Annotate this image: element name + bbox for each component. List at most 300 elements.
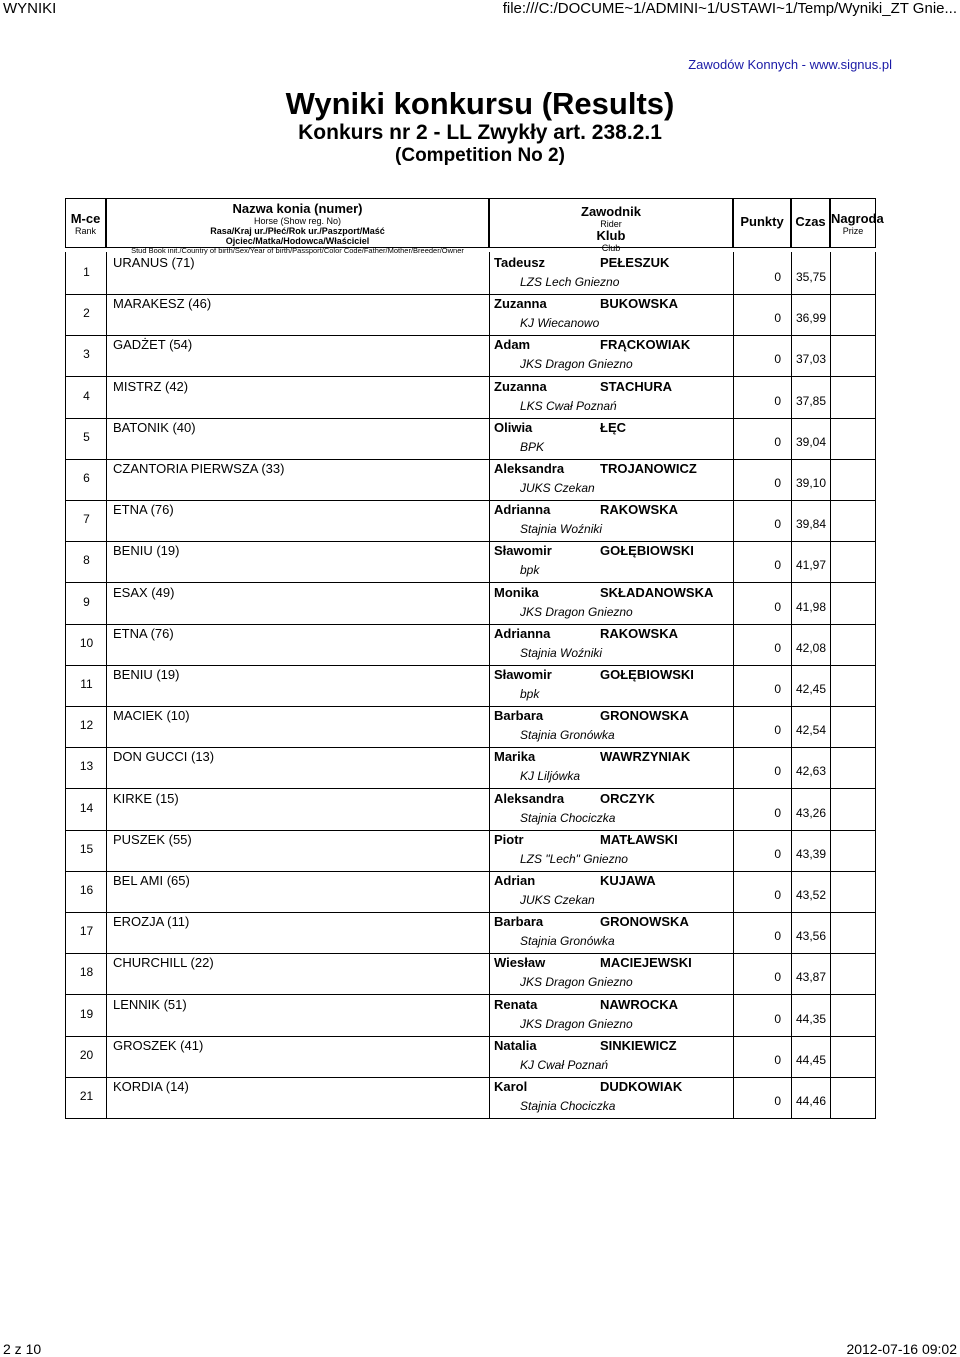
horse-name: CHURCHILL (22) — [113, 955, 214, 971]
horse-name: BENIU (19) — [113, 543, 180, 559]
horse-cell — [106, 334, 489, 376]
horse-cell — [106, 458, 489, 500]
rider-first-name: Zuzanna — [494, 296, 547, 312]
rank: 9 — [83, 594, 90, 609]
horse-cell — [106, 623, 489, 665]
club-name: JKS Dragon Gniezno — [520, 975, 633, 990]
rank-cell — [65, 1076, 106, 1118]
rank-cell — [65, 540, 106, 582]
prize-cell — [830, 582, 876, 624]
rider-cell — [489, 293, 733, 335]
points-cell — [733, 746, 791, 788]
time: 43,52 — [795, 888, 827, 902]
rider-last-name: KUJAWA — [600, 873, 656, 888]
rank-cell — [65, 746, 106, 788]
competition-subtitle-en: (Competition No 2) — [395, 145, 565, 166]
points-cell — [733, 1076, 791, 1118]
rank: 15 — [79, 841, 94, 856]
rank: 1 — [83, 265, 90, 279]
time: 37,85 — [795, 393, 827, 408]
time: 39,84 — [795, 517, 827, 532]
rider-last-name: STACHURA — [600, 378, 672, 394]
points: 0 — [774, 434, 781, 449]
time-cell — [791, 334, 830, 376]
rider-first-name: Adrian — [494, 873, 536, 888]
rider-first-name: Marika — [494, 749, 536, 765]
rank-cell — [65, 376, 106, 418]
club-name: JKS Dragon Gniezno — [520, 1016, 633, 1031]
time-cell — [791, 499, 830, 541]
horse-name: CZANTORIA PIERWSZA (33) — [113, 461, 285, 476]
table-row — [65, 334, 876, 377]
time-cell — [791, 293, 830, 335]
prize-cell — [830, 788, 876, 830]
rank: 18 — [79, 965, 94, 980]
time-cell — [791, 458, 830, 500]
header-prize: Nagroda Prize — [830, 198, 876, 248]
rank-cell — [65, 952, 106, 994]
horse-cell — [106, 788, 489, 830]
time: 43,87 — [795, 970, 827, 985]
time-cell — [791, 911, 830, 953]
rider-first-name: Adrianna — [494, 625, 551, 641]
prize-cell — [830, 417, 876, 459]
rank: 16 — [79, 883, 94, 897]
table-row — [65, 788, 876, 831]
time-cell — [791, 746, 830, 788]
rank: 14 — [79, 800, 94, 815]
rider-last-name: PEŁESZUK — [600, 255, 670, 270]
time-cell — [791, 829, 830, 871]
club-name: JKS Dragon Gniezno — [520, 604, 633, 619]
rider-cell — [489, 252, 733, 294]
points: 0 — [774, 970, 781, 985]
table-row — [65, 499, 876, 542]
time-cell — [791, 417, 830, 459]
rider-cell — [489, 746, 733, 788]
horse-name: BATONIK (40) — [113, 419, 196, 435]
points-cell — [733, 540, 791, 582]
rank-cell — [65, 499, 106, 541]
table-row — [65, 829, 876, 872]
prize-cell — [830, 911, 876, 953]
time: 43,56 — [795, 929, 827, 944]
rider-cell — [489, 911, 733, 953]
horse-name: KIRKE (15) — [113, 790, 179, 806]
rider-last-name: ORCZYK — [600, 790, 655, 806]
horse-cell — [106, 705, 489, 747]
prize-cell — [830, 829, 876, 871]
rider-first-name: Adam — [494, 337, 531, 353]
rider-first-name: Tadeusz — [494, 255, 546, 270]
club-name: LZS "Lech" Gniezno — [520, 851, 628, 866]
rider-first-name: Barbara — [494, 708, 544, 724]
rider-first-name: Aleksandra — [494, 461, 565, 476]
rider-cell — [489, 1076, 733, 1118]
rank-cell — [65, 870, 106, 912]
time: 36,99 — [795, 311, 827, 326]
rider-last-name: FRĄCKOWIAK — [600, 337, 691, 353]
horse-cell — [106, 870, 489, 912]
time: 37,03 — [795, 352, 827, 367]
rider-cell — [489, 788, 733, 830]
club-name: JKS Dragon Gniezno — [520, 357, 633, 372]
table-row — [65, 623, 876, 666]
header-time: Czas — [791, 198, 830, 248]
print-datetime: 2012-07-16 09:02 — [846, 1341, 957, 1357]
horse-cell — [106, 499, 489, 541]
time-cell — [791, 788, 830, 830]
horse-name: MISTRZ (42) — [113, 378, 189, 394]
time-cell — [791, 870, 830, 912]
horse-cell — [106, 664, 489, 706]
points-cell — [733, 829, 791, 871]
time: 39,04 — [795, 434, 827, 449]
rank-cell — [65, 458, 106, 500]
time: 43,39 — [795, 846, 827, 861]
time-cell — [791, 1035, 830, 1077]
points-cell — [733, 252, 791, 294]
points: 0 — [774, 1094, 781, 1108]
rank-cell — [65, 252, 106, 294]
prize-cell — [830, 334, 876, 376]
rider-cell — [489, 376, 733, 418]
time-cell — [791, 252, 830, 294]
horse-cell — [106, 1035, 489, 1077]
points-cell — [733, 499, 791, 541]
points-cell — [733, 293, 791, 335]
time-cell — [791, 582, 830, 624]
prize-cell — [830, 994, 876, 1036]
rider-cell — [489, 664, 733, 706]
rider-last-name: WAWRZYNIAK — [600, 749, 691, 765]
club-name: Stajnia Woźniki — [520, 645, 603, 660]
rider-first-name: Natalia — [494, 1037, 537, 1053]
club-name: Stajnia Gronówka — [520, 934, 615, 949]
table-row — [65, 870, 876, 913]
points: 0 — [774, 888, 781, 902]
points: 0 — [774, 764, 781, 779]
table-row — [65, 293, 876, 336]
rider-cell — [489, 582, 733, 624]
horse-cell — [106, 952, 489, 994]
table-row — [65, 582, 876, 625]
points: 0 — [774, 640, 781, 655]
rider-first-name: Sławomir — [494, 667, 552, 682]
header-rank: M-ce Rank — [65, 198, 106, 248]
rider-first-name: Piotr — [494, 831, 524, 847]
prize-cell — [830, 870, 876, 912]
horse-cell — [106, 540, 489, 582]
club-name: Stajnia Gronówka — [520, 728, 615, 743]
horse-cell — [106, 582, 489, 624]
rank-cell — [65, 994, 106, 1036]
rider-last-name: DUDKOWIAK — [600, 1079, 683, 1094]
time-cell — [791, 952, 830, 994]
rank: 12 — [79, 718, 94, 733]
points: 0 — [774, 1052, 781, 1067]
horse-name: URANUS (71) — [113, 255, 195, 270]
rank: 2 — [83, 306, 90, 321]
points: 0 — [774, 805, 781, 820]
site-link[interactable]: Zawodów Konnych - www.signus.pl — [688, 57, 892, 72]
rider-last-name: SKŁADANOWSKA — [600, 584, 714, 600]
rider-cell — [489, 1035, 733, 1077]
horse-cell — [106, 746, 489, 788]
time: 44,45 — [795, 1052, 827, 1067]
table-row — [65, 952, 876, 995]
points-cell — [733, 582, 791, 624]
points: 0 — [774, 1011, 781, 1026]
rider-last-name: SINKIEWICZ — [600, 1037, 677, 1053]
rider-last-name: RAKOWSKA — [600, 625, 678, 641]
rider-last-name: GRONOWSKA — [600, 914, 689, 930]
rank-cell — [65, 623, 106, 665]
horse-name: ETNA (76) — [113, 502, 174, 518]
rider-cell — [489, 334, 733, 376]
horse-name: PUSZEK (55) — [113, 831, 192, 847]
points: 0 — [774, 682, 781, 696]
club-name: Stajnia Woźniki — [520, 522, 603, 537]
rider-first-name: Zuzanna — [494, 378, 547, 394]
horse-cell — [106, 829, 489, 871]
competition-subtitle: Konkurs nr 2 - LL Zwykły art. 238.2.1 — [298, 121, 662, 144]
rank: 10 — [79, 635, 94, 650]
rider-cell — [489, 499, 733, 541]
points-cell — [733, 376, 791, 418]
page-url: file:///C:/DOCUME~1/ADMINI~1/USTAWI~1/Temp/Wyniki_ZT Gnie... — [502, 0, 957, 17]
rider-cell — [489, 458, 733, 500]
time: 39,10 — [795, 476, 827, 490]
horse-cell — [106, 911, 489, 953]
horse-name: LENNIK (51) — [113, 996, 187, 1012]
horse-name: ESAX (49) — [113, 584, 175, 600]
club-name: KJ Wiecanowo — [520, 316, 600, 331]
rank: 7 — [83, 512, 90, 527]
table-row — [65, 746, 876, 789]
prize-cell — [830, 1076, 876, 1118]
table-row — [65, 994, 876, 1037]
points-cell — [733, 911, 791, 953]
page-title: WYNIKI — [3, 0, 57, 17]
club-name: Stajnia Chociczka — [520, 810, 616, 825]
points-cell — [733, 623, 791, 665]
rank-cell — [65, 417, 106, 459]
time-cell — [791, 705, 830, 747]
rank: 11 — [80, 677, 93, 691]
horse-name: BENIU (19) — [113, 667, 180, 682]
horse-name: MARAKESZ (46) — [113, 296, 212, 312]
rider-first-name: Renata — [494, 996, 538, 1012]
horse-cell — [106, 417, 489, 459]
rank: 3 — [83, 347, 90, 362]
prize-cell — [830, 376, 876, 418]
rank: 4 — [83, 388, 90, 403]
table-row — [65, 705, 876, 748]
horse-cell — [106, 376, 489, 418]
points-cell — [733, 334, 791, 376]
rider-first-name: Sławomir — [494, 543, 552, 559]
prize-cell — [830, 746, 876, 788]
rider-cell — [489, 870, 733, 912]
table-row — [65, 458, 876, 501]
rank-cell — [65, 582, 106, 624]
points: 0 — [774, 599, 781, 614]
points-cell — [733, 952, 791, 994]
page-number: 2 z 10 — [3, 1341, 42, 1357]
print-header — [0, 0, 960, 20]
prize-cell — [830, 293, 876, 335]
prize-cell — [830, 499, 876, 541]
points-cell — [733, 994, 791, 1036]
club-name: BPK — [520, 439, 545, 454]
club-name: bpk — [520, 687, 540, 701]
rank-cell — [65, 334, 106, 376]
points: 0 — [774, 311, 781, 326]
rider-cell — [489, 540, 733, 582]
time-cell — [791, 994, 830, 1036]
rider-cell — [489, 994, 733, 1036]
rank: 17 — [79, 924, 94, 939]
results-title: Wyniki konkursu (Results) — [285, 86, 675, 121]
rider-cell — [489, 952, 733, 994]
prize-cell — [830, 458, 876, 500]
rider-last-name: RAKOWSKA — [600, 502, 678, 518]
horse-name: GROSZEK (41) — [113, 1037, 204, 1053]
rider-last-name: GRONOWSKA — [600, 708, 689, 724]
points-cell — [733, 705, 791, 747]
rider-last-name: NAWROCKA — [600, 996, 678, 1012]
rider-cell — [489, 705, 733, 747]
horse-cell — [106, 252, 489, 294]
club-name: LZS Lech Gniezno — [520, 275, 620, 289]
club-name: Stajnia Chociczka — [520, 1099, 616, 1113]
rider-last-name: GOŁĘBIOWSKI — [600, 543, 694, 559]
horse-cell — [106, 994, 489, 1036]
points: 0 — [774, 846, 781, 861]
rider-first-name: Barbara — [494, 914, 544, 930]
rank: 19 — [79, 1006, 94, 1021]
table-row — [65, 911, 876, 954]
rank-cell — [65, 664, 106, 706]
rider-first-name: Wiesław — [494, 955, 546, 971]
time: 42,54 — [795, 723, 827, 738]
table-row — [65, 252, 876, 295]
club-name: bpk — [520, 563, 540, 578]
prize-cell — [830, 540, 876, 582]
rider-first-name: Adrianna — [494, 502, 551, 518]
rank: 20 — [79, 1047, 94, 1062]
rank: 13 — [79, 759, 94, 774]
points: 0 — [774, 476, 781, 490]
time-cell — [791, 376, 830, 418]
rider-last-name: GOŁĘBIOWSKI — [600, 667, 694, 682]
points-cell — [733, 458, 791, 500]
table-row — [65, 417, 876, 460]
rider-cell — [489, 829, 733, 871]
points-cell — [733, 870, 791, 912]
prize-cell — [830, 952, 876, 994]
rider-last-name: ŁĘC — [600, 419, 626, 435]
time-cell — [791, 623, 830, 665]
table-row — [65, 540, 876, 583]
rider-first-name: Monika — [494, 584, 539, 600]
rank: 21 — [79, 1089, 94, 1103]
horse-name: DON GUCCI (13) — [113, 749, 215, 765]
rider-last-name: TROJANOWICZ — [600, 461, 697, 476]
time-cell — [791, 1076, 830, 1118]
prize-cell — [830, 623, 876, 665]
points-cell — [733, 788, 791, 830]
prize-cell — [830, 252, 876, 294]
prize-cell — [830, 664, 876, 706]
time: 44,35 — [795, 1011, 827, 1026]
prize-cell — [830, 1035, 876, 1077]
rider-last-name: BUKOWSKA — [600, 296, 678, 312]
points: 0 — [774, 393, 781, 408]
time: 42,08 — [795, 640, 827, 655]
points: 0 — [774, 517, 781, 532]
club-name: JUKS Czekan — [520, 481, 595, 495]
table-row — [65, 376, 876, 419]
horse-name: ETNA (76) — [113, 625, 174, 641]
rider-cell — [489, 623, 733, 665]
table-row — [65, 1035, 876, 1078]
time-cell — [791, 540, 830, 582]
prize-cell — [830, 705, 876, 747]
rank-cell — [65, 1035, 106, 1077]
rank-cell — [65, 911, 106, 953]
header-rider: Zawodnik Rider Klub Club — [489, 198, 733, 248]
horse-name: KORDIA (14) — [113, 1079, 189, 1094]
table-row — [65, 1076, 876, 1119]
time: 44,46 — [795, 1094, 827, 1108]
horse-name: EROZJA (11) — [113, 914, 190, 930]
rank-cell — [65, 788, 106, 830]
points: 0 — [774, 929, 781, 944]
horse-cell — [106, 293, 489, 335]
rank: 8 — [83, 553, 90, 568]
time-cell — [791, 664, 830, 706]
rank-cell — [65, 705, 106, 747]
club-name: LKS Cwał Poznań — [520, 398, 617, 413]
time: 41,98 — [795, 599, 827, 614]
header-points: Punkty — [733, 198, 791, 248]
rank-cell — [65, 829, 106, 871]
points: 0 — [774, 270, 781, 284]
club-name: KJ Cwał Poznań — [520, 1057, 609, 1072]
points-cell — [733, 1035, 791, 1077]
rank: 6 — [83, 471, 90, 485]
time: 41,97 — [795, 558, 827, 573]
rider-last-name: MATŁAWSKI — [600, 831, 678, 847]
horse-name: BEL AMI (65) — [113, 873, 190, 888]
points-cell — [733, 417, 791, 459]
rider-cell — [489, 417, 733, 459]
rider-last-name: MACIEJEWSKI — [600, 955, 692, 971]
points: 0 — [774, 558, 781, 573]
time: 42,45 — [795, 682, 827, 696]
rank: 5 — [83, 429, 90, 444]
time: 42,63 — [795, 764, 827, 779]
points: 0 — [774, 352, 781, 367]
club-name: KJ Liljówka — [520, 769, 581, 784]
horse-cell — [106, 1076, 489, 1118]
time: 43,26 — [795, 805, 827, 820]
horse-name: MACIEK (10) — [113, 708, 190, 724]
table-row — [65, 664, 876, 707]
rank-cell — [65, 293, 106, 335]
